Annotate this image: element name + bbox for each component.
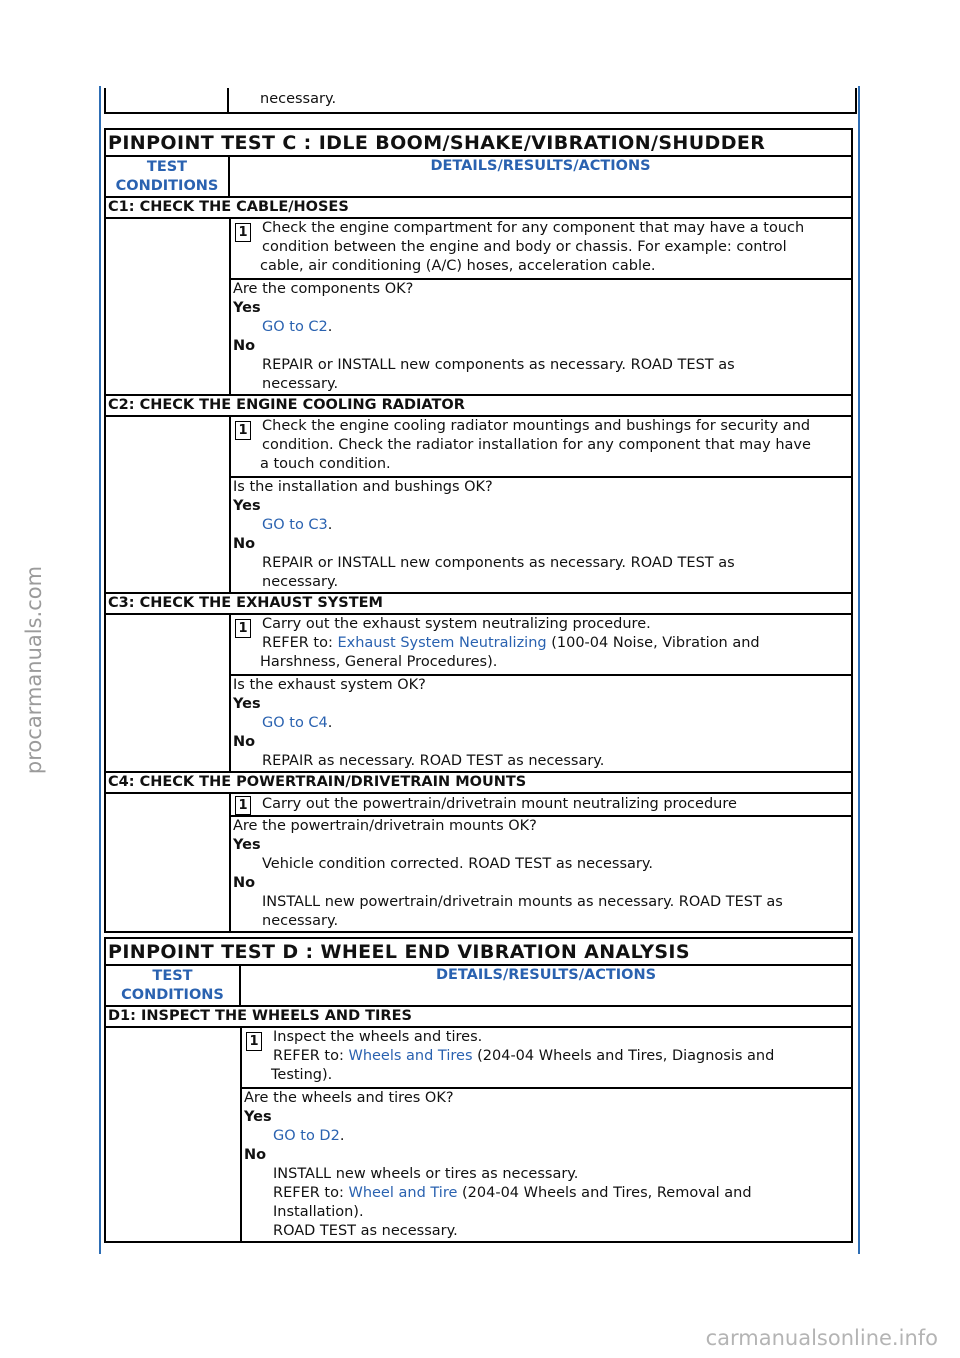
test-conditions-cell [106,794,231,931]
step-c1-row [106,219,851,396]
step-number-badge: 1 [246,1032,262,1051]
pinpoint-test-d [104,937,853,1243]
step-number-badge: 1 [235,796,251,815]
details-results-actions-header: DETAILS/RESULTS/ACTIONS [435,967,657,983]
test-conditions-header: TEST CONDITIONS [106,157,230,196]
step-c2-instruction: 1 Check the engine cooling radiator mountings and bushings for security and condition. Check the radiator installation for any component that may have a touch condition. [231,417,851,478]
step-c1-header: C1: CHECK THE CABLE/HOSES [106,198,851,219]
go-to-c4-link[interactable]: GO to C4 [262,715,328,731]
test-conditions-cell [106,417,231,592]
exhaust-system-neutralizing-link[interactable]: Exhaust System Neutralizing [337,635,547,651]
pinpoint-test-d-title: PINPOINT TEST D : WHEEL END VIBRATION ANALYSIS [106,939,851,966]
test-conditions-cell [106,219,231,394]
column-headers [106,966,851,1007]
test-conditions-header: TEST CONDITIONS [106,966,241,1005]
step-c1-instruction: 1 Check the engine compartment for any component that may have a touch condition between the engine and body or chassis. For example: control cable, air conditioning (A/C) hoses, acceleration cable. [231,219,851,280]
column-headers [106,157,851,198]
step-c3-row [106,615,851,773]
step-d1-row [106,1028,851,1241]
step-number-badge: 1 [235,223,251,242]
step-c3-results: Is the exhaust system OK? Yes GO to C4. No REPAIR as necessary. ROAD TEST as necessary. [233,677,605,769]
step-c4-header: C4: CHECK THE POWERTRAIN/DRIVETRAIN MOUNTS [106,773,851,794]
pinpoint-test-c [104,128,853,933]
step-c2-results: Is the installation and bushings OK? Yes GO to C3. No REPAIR or INSTALL new components as necessary. ROAD TEST as necessary. [233,479,735,590]
test-conditions-cell [106,615,231,771]
wheel-and-tire-link[interactable]: Wheel and Tire [348,1185,458,1201]
previous-table-fragment [104,88,857,114]
step-d1-header: D1: INSPECT THE WHEELS AND TIRES [106,1007,851,1028]
step-d1-instruction: 1 Inspect the wheels and tires. REFER to: Wheels and Tires (204-04 Wheels and Tires, Diagnosis and Testing). [242,1028,851,1089]
page-frame-left [99,86,101,1254]
test-conditions-cell [106,1028,242,1241]
step-c4-instruction: 1 Carry out the powertrain/drivetrain mount neutralizing procedure [231,794,851,817]
wheels-and-tires-link[interactable]: Wheels and Tires [348,1048,473,1064]
bottom-watermark: carmanualsonline.info [705,1326,938,1350]
go-to-c3-link[interactable]: GO to C3 [262,517,328,533]
step-d1-results: Are the wheels and tires OK? Yes GO to D2. No INSTALL new wheels or tires as necessary. REFER to: Wheel and Tire (204-04 Wheels and Tires, Removal and Installation). ROAD TEST as necessary. [244,1090,752,1239]
step-c1-results: Are the components OK? Yes GO to C2. No REPAIR or INSTALL new components as necessary. ROAD TEST as necessary. [233,281,735,392]
step-c2-row [106,417,851,594]
pinpoint-test-c-title: PINPOINT TEST C : IDLE BOOM/SHAKE/VIBRATION/SHUDDER [106,130,851,157]
side-watermark: procarmanuals.com [22,565,46,775]
step-number-badge: 1 [235,619,251,638]
column-divider [227,88,229,112]
step-c2-header: C2: CHECK THE ENGINE COOLING RADIATOR [106,396,851,417]
go-to-c2-link[interactable]: GO to C2 [262,319,328,335]
step-c3-header: C3: CHECK THE EXHAUST SYSTEM [106,594,851,615]
go-to-d2-link[interactable]: GO to D2 [273,1128,340,1144]
fragment-text: necessary. [260,91,337,107]
details-results-actions-header: DETAILS/RESULTS/ACTIONS [430,158,651,174]
step-c4-row [106,794,851,931]
step-c4-results: Are the powertrain/drivetrain mounts OK? Yes Vehicle condition corrected. ROAD TEST as necessary. No INSTALL new powertrain/drivetrain mounts as necessary. ROAD TEST as necessary. [233,818,783,929]
step-number-badge: 1 [235,421,251,440]
step-c3-instruction: 1 Carry out the exhaust system neutralizing procedure. REFER to: Exhaust System Neutralizing (100-04 Noise, Vibration and Harshness, General Procedures). [231,615,851,676]
page-frame-right [858,86,860,1254]
